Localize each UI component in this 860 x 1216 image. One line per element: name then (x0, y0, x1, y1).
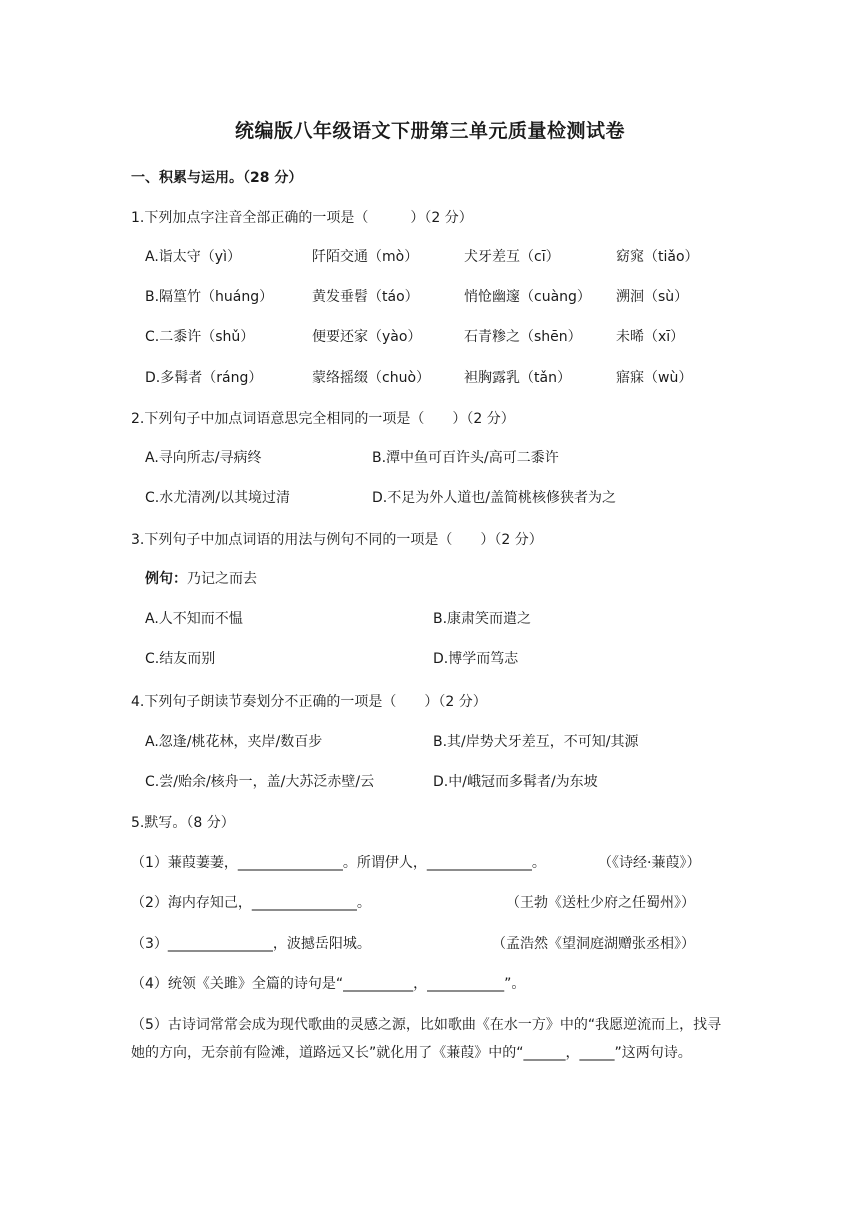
option: 悄怆幽邃（cuàng） (464, 289, 591, 305)
option: D.不足为外人道也/盖简桃核修狭者为之 (372, 490, 616, 506)
question-3-stem: 3.下列句子中加点词语的用法与例句不同的一项是（ ）（2 分） (131, 532, 543, 548)
example-text: 乃记之而去 (187, 571, 257, 587)
question-2-stem: 2.下列句子中加点词语意思完全相同的一项是（ ）（2 分） (131, 411, 515, 427)
dictation-item: （1）蒹葭萋萋，_______________。所谓伊人，_______________。 (131, 855, 546, 871)
exam-title: 统编版八年级语文下册第三单元质量检测试卷 (234, 120, 625, 142)
option: A.寻向所志/寻病终 (145, 450, 262, 466)
dictation-source: （《诗经·蒹葭》） (598, 855, 701, 871)
option: 未晞（xī） (616, 329, 685, 345)
option: 便要还家（yào） (312, 329, 422, 345)
option: A.人不知而不愠 (145, 611, 243, 627)
option: B.潭中鱼可百许头/高可二黍许 (372, 450, 559, 466)
option: A.诣太守（yì） (145, 249, 241, 265)
option: B.隔篁竹（huáng） (145, 289, 274, 305)
option: 石青糁之（shēn） (464, 329, 582, 345)
dictation-item-5: （5）古诗词常常会成为现代歌曲的灵感之源，比如歌曲《在水一方》中的“我愿逆流而上，找寻她的方向，无奈前有险滩，道路远又长”就化用了《蒹葭》中的“______，_____”这两句诗。 (131, 1017, 722, 1061)
dictation-source: （王勃《送杜少府之任蜀州》） (506, 895, 695, 911)
dictation-item: （3）_______________，波撼岳阳城。 (131, 936, 371, 952)
example-sentence (145, 569, 257, 589)
option: 溯洄（sù） (616, 289, 689, 305)
option: D.多髯者（ráng） (145, 370, 263, 386)
option: 阡陌交通（mò） (312, 249, 419, 265)
option: C.水尤清冽/以其境过清 (145, 490, 290, 506)
section-heading: 一、积累与运用。（28 分） (131, 170, 303, 186)
option: 黄发垂髫（táo） (312, 289, 419, 305)
question-4-stem: 4.下列句子朗读节奏划分不正确的一项是（ ）（2 分） (131, 694, 487, 710)
option: B.康肃笑而遣之 (433, 611, 532, 627)
question-1-stem: 1.下列加点字注音全部正确的一项是（ ）（2 分） (131, 210, 473, 226)
dictation-item: （4）统领《关雎》全篇的诗句是“__________，___________”。 (131, 976, 526, 992)
example-label: 例句： (145, 571, 187, 587)
option: 蒙络摇缀（chuò） (312, 370, 431, 386)
option: C.尝/贻余/核舟一，盖/大苏泛赤壁/云 (145, 774, 375, 790)
option: C.二黍许（shǔ） (145, 329, 255, 345)
option: 窈窕（tiǎo） (616, 249, 699, 265)
option: 寤寐（wù） (616, 370, 693, 386)
option: B.其/岸势犬牙差互，不可知/其源 (433, 734, 639, 750)
question-5-stem: 5.默写。（8 分） (131, 815, 235, 831)
option: 犬牙差互（cī） (464, 249, 560, 265)
option: 袒胸露乳（tǎn） (464, 370, 571, 386)
option: C.结友而别 (145, 651, 216, 667)
dictation-source: （孟浩然《望洞庭湖赠张丞相》） (492, 936, 695, 952)
option: D.博学而笃志 (433, 651, 519, 667)
option: D.中/峨冠而多髯者/为东坡 (433, 774, 598, 790)
option: A.忽逢/桃花林，夹岸/数百步 (145, 734, 323, 750)
dictation-item: （2）海内存知己，_______________。 (131, 895, 371, 911)
